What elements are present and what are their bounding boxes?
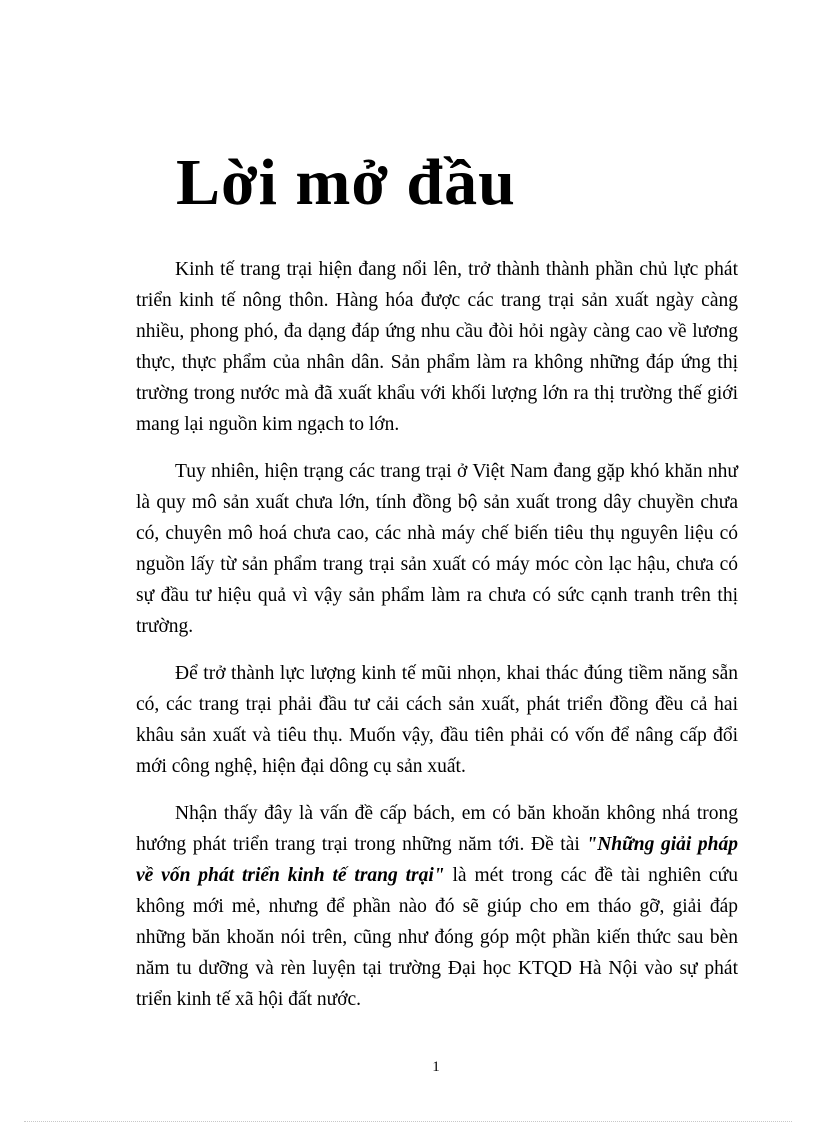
- paragraph-2: Tuy nhiên, hiện trạng các trang trại ở Việt Nam đang gặp khó khăn như là quy mô sản xuất chưa lớn, tính đồng bộ sản xuất trong dây chuyền chưa có, chuyên mô hoá chưa cao, các nhà máy chế biến tiêu thụ nguyên liệu có nguồn lấy từ sản phẩm trang trại sản xuất có máy móc còn lạc hậu, chưa có sự đầu tư hiệu quả vì vậy sản phẩm làm ra chưa có sức cạnh tranh trên thị trường.: [136, 461, 738, 637]
- paragraph-4: [136, 798, 738, 1015]
- page-number: 1: [432, 1059, 440, 1075]
- thesis-title-emphasis: "Những giải pháp về vốn phát triển kinh tế trang trại": [136, 834, 738, 886]
- page-bottom-divider: [24, 1121, 792, 1122]
- paragraph-1: Kinh tế trang trại hiện đang nổi lên, trở thành thành phần chủ lực phát triển kinh tế nông thôn. Hàng hóa được các trang trại sản xuất ngày càng nhiều, phong phó, đa dạng đáp ứng nhu cầu đòi hỏi ngày càng cao về lương thực, thực phẩm của nhân dân. Sản phẩm làm ra không những đáp ứng thị trường trong nước mà đã xuất khẩu với khối lượng lớn ra thị trường thế giới mang lại nguồn kim ngạch to lớn.: [136, 259, 738, 435]
- page-title: Lời mở đầu: [176, 146, 516, 219]
- paragraph-4-before: Nhận thấy đây là vấn đề cấp bách, em có băn khoăn không nhá trong hướng phát triển trang trại trong những năm tới. Đề tài: [136, 803, 738, 855]
- document-body: [136, 254, 738, 1031]
- paragraph-3: Để trở thành lực lượng kinh tế mũi nhọn, khai thác đúng tiềm năng sẵn có, các trang trại phải đầu tư cải cách sản xuất, phát triển đồng đều cả hai khâu sản xuất và tiêu thụ. Muốn vậy, đầu tiên phải có vốn để nâng cấp đổi mới công nghệ, hiện đại dông cụ sản xuất.: [136, 663, 738, 777]
- paragraph-4-after: là mét trong các đề tài nghiên cứu không mới mẻ, nhưng để phần nào đó sẽ giúp cho em tháo gỡ, giải đáp những băn khoăn nói trên, cũng như đóng góp một phần kiến thức sau bèn năm tu dưỡng và rèn luyện tại trường Đại học KTQD Hà Nội vào sự phát triển kinh tế xã hội đất nước.: [136, 865, 738, 1010]
